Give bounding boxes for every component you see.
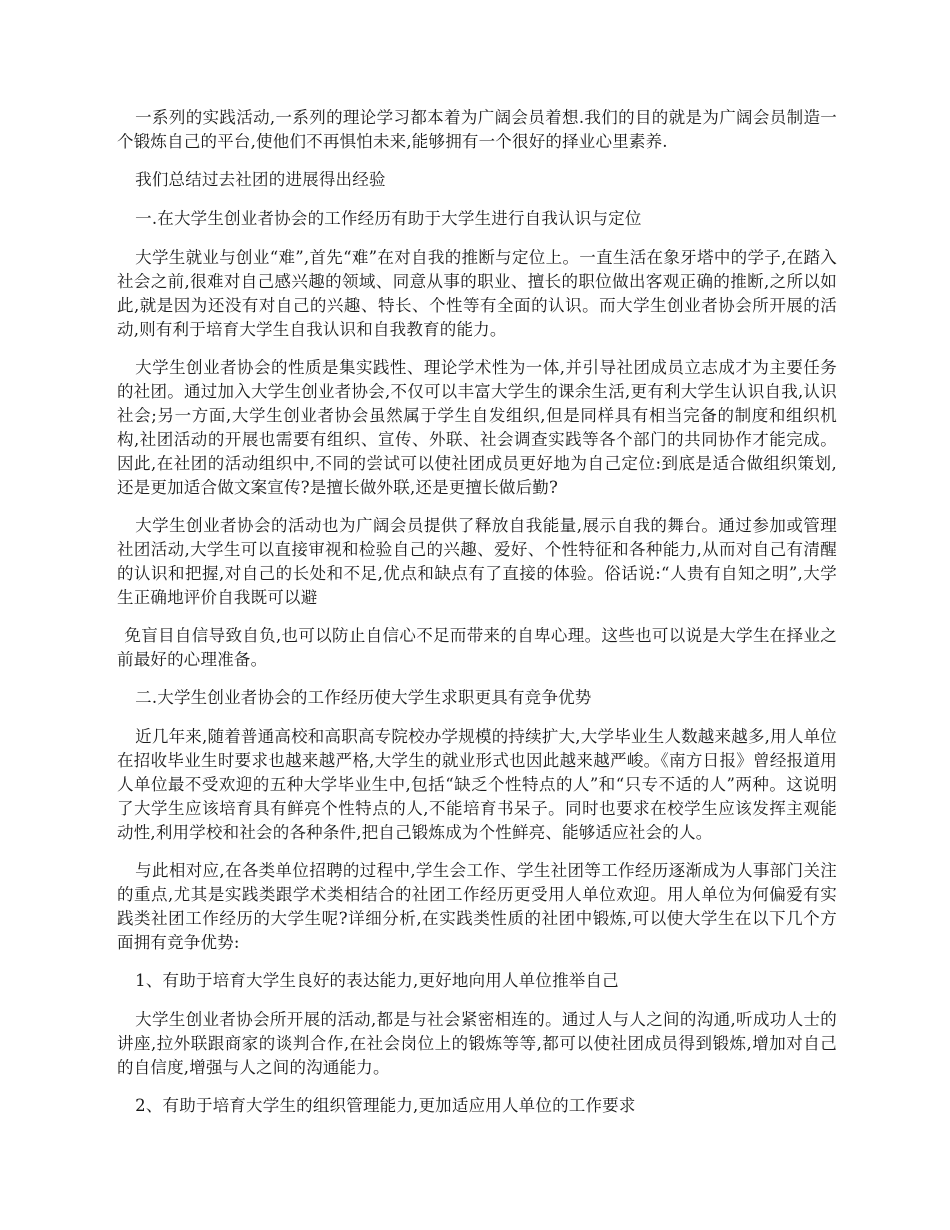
paragraph-psychology-prep: 免盲目自信导致自负,也可以防止自信心不足而带来的自卑心理。这些也可以说是大学生在择业之前最好的心理准备。 xyxy=(117,626,837,669)
paragraph-summary-lead: 我们总结过去社团的进展得出经验 xyxy=(135,170,386,189)
paragraph-intro: 一系列的实践活动,一系列的理论学习都本着为广阔会员着想.我们的目的就是为广阔会员制造一个锻炼自己的平台,使他们不再惧怕未来,能够拥有一个很好的择业心里素养. xyxy=(117,108,837,151)
section-heading-1: 一.在大学生创业者协会的工作经历有助于大学生进行自我认识与定位 xyxy=(135,209,642,228)
paragraph-association-nature: 大学生创业者协会的性质是集实践性、理论学术性为一体,并引导社团成员立志成才为主要任务的社团。通过加入大学生创业者协会,不仅可以丰富大学生的课余生活,更有利大学生认识自我,认识社会;另一方面,大学生创业者协会虽然属于学生自发组织,但是同样具有相当完备的制度和组织机构,社团活动的开展也需要有组织、宣传、外联、社会调查实践等各个部门的共同协作才能完成。因此,在社团的活动组织中,不同的尝试可以使社团成员更好地为自己定位:到底是适合做组织策划,还是更加适合做文案宣传?是擅长做外联,还是更擅长做后勤? xyxy=(117,358,837,497)
subheading-management-ability: 2、有助于培育大学生的组织管理能力,更加适应用人单位的工作要求 xyxy=(135,1096,636,1115)
section-heading-2: 二.大学生创业者协会的工作经历使大学生求职更具有竞争优势 xyxy=(135,688,592,707)
paragraph-social-activities: 大学生创业者协会所开展的活动,都是与社会紧密相连的。通过人与人之间的沟通,听成功人士的讲座,拉外联跟商家的谈判合作,在社会岗位上的锻炼等等,都可以使社团成员得到锻炼,增加对自己的自信度,增强与人之间的沟通能力。 xyxy=(117,1010,837,1077)
subheading-expression-ability: 1、有助于培育大学生良好的表达能力,更好地向用人单位推举自己 xyxy=(135,971,619,990)
paragraph-recruitment-focus: 与此相对应,在各类单位招聘的过程中,学生会工作、学生社团等工作经历逐渐成为人事部门关注的重点,尤其是实践类跟学术类相结合的社团工作经历更受用人单位欢迎。用人单位为何偏爱有实践类社团工作经历的大学生呢?详细分析,在实践类性质的社团中锻炼,可以使大学生在以下几个方面拥有竞争优势: xyxy=(117,861,837,952)
paragraph-activity-stage: 大学生创业者协会的活动也为广阔会员提供了释放自我能量,展示自我的舞台。通过参加或管理社团活动,大学生可以直接审视和检验自己的兴趣、爱好、个性特征和各种能力,从而对自己有清醒的认识和把握,对自己的长处和不足,优点和缺点有了直接的体验。俗话说:“人贵有自知之明”,大学生正确地评价自我既可以避 xyxy=(117,516,837,607)
document-page xyxy=(117,106,837,1133)
paragraph-self-recognition: 大学生就业与创业“难”,首先“难”在对自我的推断与定位上。一直生活在象牙塔中的学子,在踏入社会之前,很难对自己感兴趣的领域、同意从事的职业、擅长的职位做出客观正确的推断,之所以如此,就是因为还没有对自己的兴趣、特长、个性等有全面的认识。而大学生创业者协会所开展的活动,则有利于培育大学生自我认识和自我教育的能力。 xyxy=(117,248,837,339)
paragraph-employment-situation: 近几年来,随着普通高校和高职高专院校办学规模的持续扩大,大学毕业生人数越来越多,用人单位在招收毕业生时要求也越来越严格,大学生的就业形式也因此越来越严峻。《南方日报》曾经报道用人单位最不受欢迎的五种大学毕业生中,包括“缺乏个性特点的人”和“只专不适的人”两种。这说明了大学生应该培育具有鲜亮个性特点的人,不能培育书呆子。同时也要求在校学生应该发挥主观能动性,利用学校和社会的各种条件,把自己锻炼成为个性鲜亮、能够适应社会的人。 xyxy=(117,727,837,842)
